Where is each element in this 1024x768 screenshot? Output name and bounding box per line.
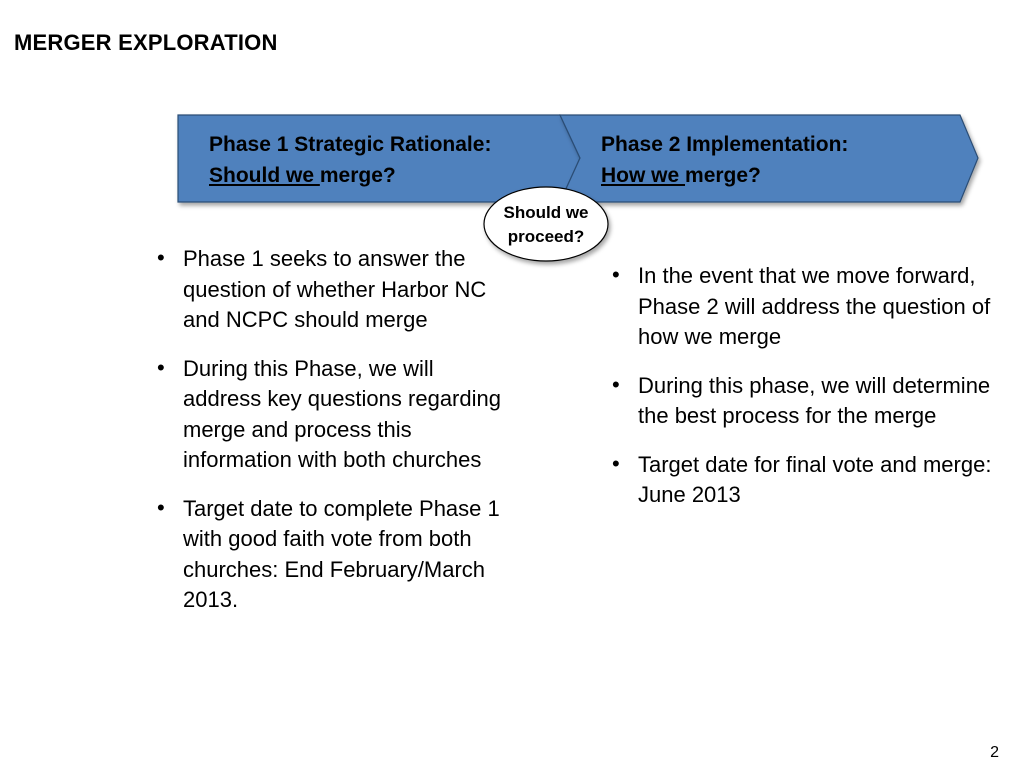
phase2-bullet-list: [612, 261, 997, 529]
list-item: • Phase 1 seeks to answer the question of whether Harbor NC and NCPC should merge: [157, 244, 512, 336]
list-item: • During this phase, we will determine the best process for the merge: [612, 371, 997, 432]
proceed-bubble-text: [484, 201, 608, 249]
phase1-question-underlined: Should we: [209, 164, 320, 187]
phase1-heading: [209, 129, 491, 191]
phase1-question-rest: merge?: [319, 164, 396, 187]
phase1-question: [209, 160, 491, 191]
phase1-bullet-list: [157, 244, 512, 634]
phase2-question-rest: merge?: [685, 164, 761, 187]
bubble-line-2: proceed?: [507, 227, 585, 246]
list-item: • In the event that we move forward, Phase 2 will address the question of how we merge: [612, 261, 997, 353]
phase1-title: Phase 1 Strategic Rationale:: [209, 133, 492, 156]
phase2-question-underlined: How we: [601, 164, 686, 187]
bubble-line-1: Should we: [503, 203, 589, 222]
page-number: 2: [990, 744, 999, 761]
phase2-question: [601, 160, 848, 191]
phase2-heading: [601, 129, 848, 191]
list-item: • During this Phase, we will address key questions regarding merge and process this information with both churches: [157, 354, 512, 476]
slide-title: MERGER EXPLORATION: [14, 30, 278, 55]
phase2-title: Phase 2 Implementation:: [601, 133, 849, 156]
list-item: • Target date for final vote and merge: June 2013: [612, 450, 997, 511]
list-item: • Target date to complete Phase 1 with good faith vote from both churches: End February/March 2013.: [157, 494, 512, 616]
